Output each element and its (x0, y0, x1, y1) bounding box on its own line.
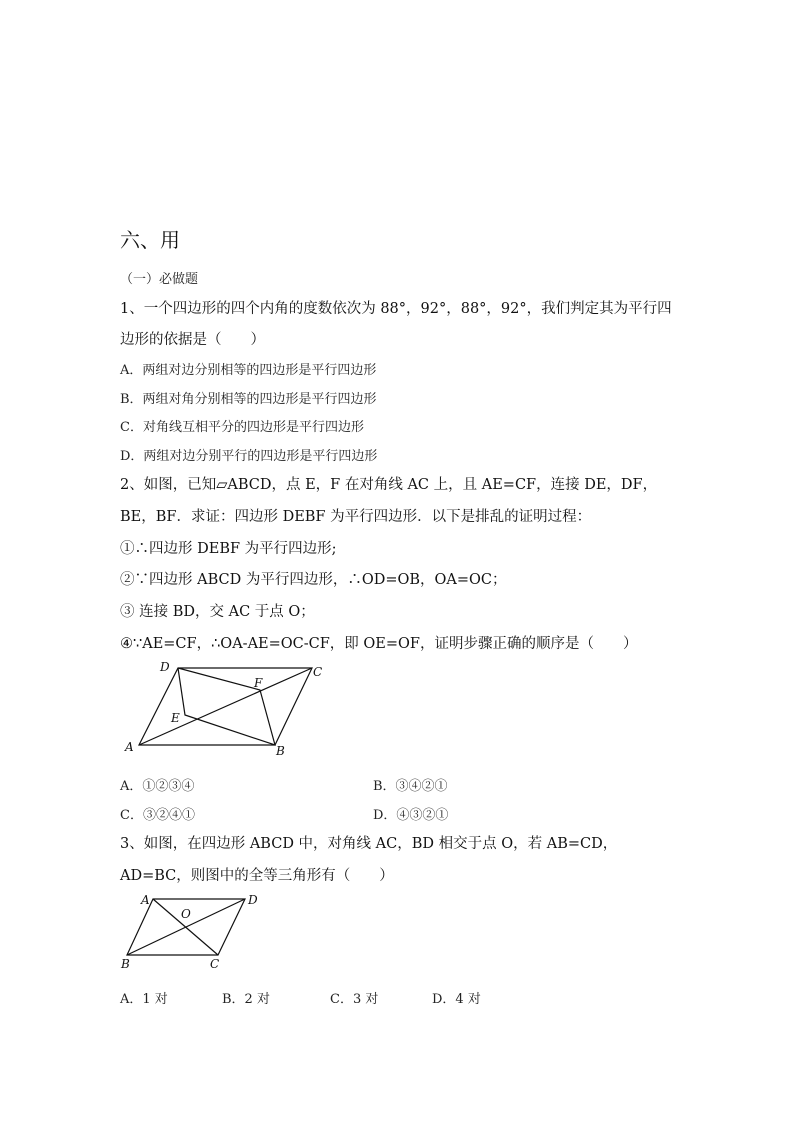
q1-option-d: D．两组对边分别平行的四边形是平行四边形 (120, 449, 378, 464)
q2-label-e: E (171, 711, 180, 725)
q2-stem-line2: BE，BF．求证：四边形 DEBF 为平行四边形．以下是排乱的证明过程： (120, 509, 592, 525)
q1-stem-line1: 1、一个四边形的四个内角的度数依次为 88°，92°，88°，92°，我们判定其为平行四 (120, 301, 672, 317)
section-heading: 六、用 (120, 228, 180, 252)
q3-stem-line1: 3、如图，在四边形 ABCD 中，对角线 AC，BD 相交于点 O，若 AB=CD， (120, 836, 618, 852)
q3-option-c: C．3 对 (330, 992, 379, 1007)
q2-label-a: A (125, 740, 134, 754)
q2-stem-line1: 2、如图，已知▱ABCD，点 E，F 在对角线 AC 上，且 AE=CF，连接 DE，DF， (120, 477, 658, 493)
q2-label-c: C (313, 665, 323, 679)
q1-option-c: C．对角线互相平分的四边形是平行四边形 (120, 420, 364, 435)
q1-option-b: B．两组对角分别相等的四边形是平行四边形 (120, 392, 377, 407)
q3-label-c: C (210, 957, 220, 971)
q3-option-b: B．2 对 (222, 992, 270, 1007)
q3-label-d: D (248, 893, 258, 907)
q2-label-b: B (276, 744, 285, 758)
q2-parallelogram-figure (115, 655, 340, 760)
q2-option-b: B．③④②① (373, 779, 448, 794)
q3-option-d: D．4 对 (432, 992, 481, 1007)
q2-diagonal-ac (139, 668, 312, 745)
q3-option-a: A．1 对 (120, 992, 168, 1007)
q3-label-b: B (121, 957, 130, 971)
q2-label-d: D (160, 660, 170, 674)
q2-option-d: D．④③②① (373, 808, 449, 823)
q3-label-o: O (181, 907, 191, 921)
q2-label-f: F (254, 676, 263, 690)
q2-step-1: ①∴四边形 DEBF 为平行四边形; (120, 541, 337, 557)
q2-step-2: ②∵四边形 ABCD 为平行四边形，∴OD=OB，OA=OC； (120, 572, 507, 588)
q2-option-a: A．①②③④ (120, 779, 195, 794)
q1-stem-line2: 边形的依据是（ ） (120, 332, 265, 348)
q2-option-c: C．③②④① (120, 808, 195, 823)
q2-step-3: ③ 连接 BD，交 AC 于点 O； (120, 604, 315, 620)
q1-option-a: A．两组对边分别相等的四边形是平行四边形 (120, 363, 377, 378)
q2-figure-lines (139, 668, 312, 745)
q3-label-a: A (141, 893, 150, 907)
q3-parallelogram-figure (115, 888, 275, 973)
section-subheading: （一）必做题 (120, 272, 199, 287)
q3-stem-line2: AD=BC，则图中的全等三角形有（ ） (120, 868, 394, 884)
q2-step-4: ④∵AE=CF，∴OA-AE=OC-CF，即 OE=OF，证明步骤正确的顺序是（ ） (120, 636, 638, 652)
